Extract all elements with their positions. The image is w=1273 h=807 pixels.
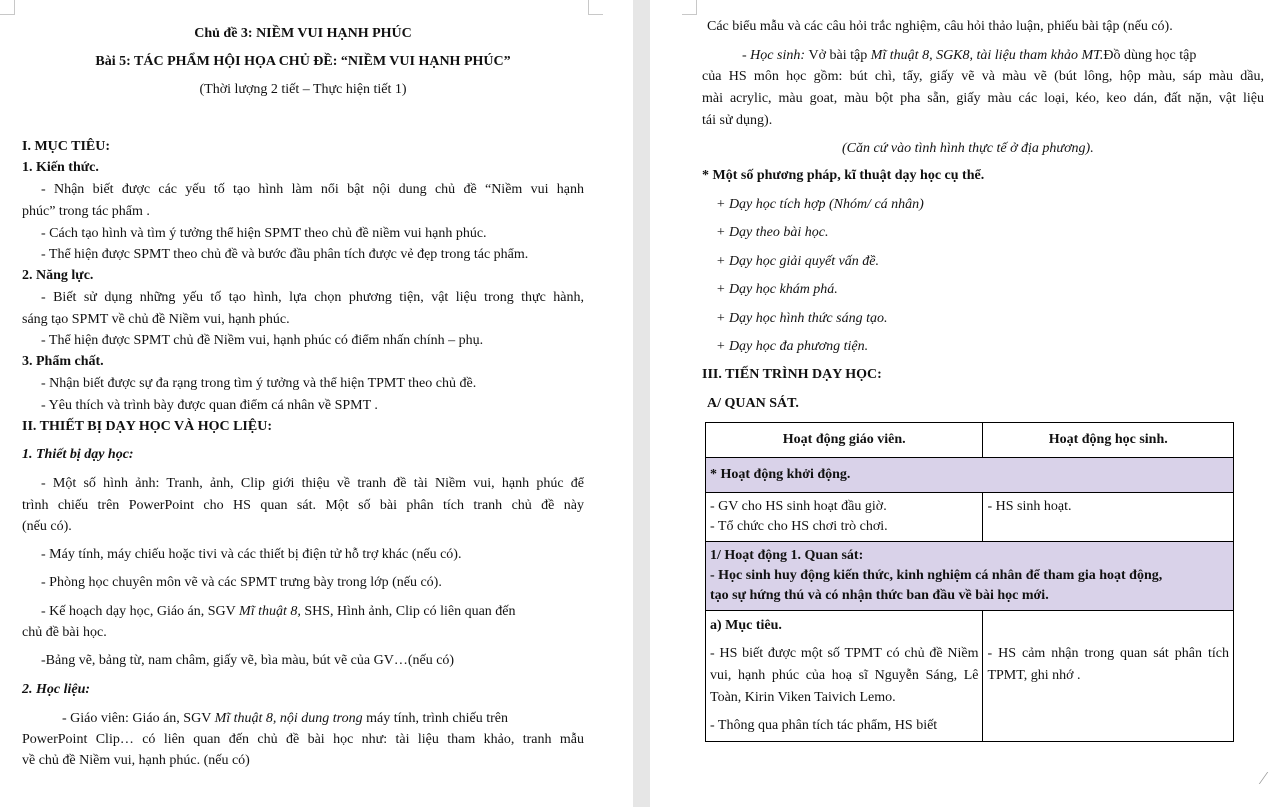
lesson-title: Bài 5: TÁC PHẨM HỘI HỌA CHỦ ĐỀ: “NIỀM VUI HẠNH PHÚC”	[95, 54, 511, 69]
section-heading: III. TIẾN TRÌNH DẠY HỌC:	[702, 367, 882, 382]
paragraph-line: - Một số hình ảnh: Tranh, ảnh, Clip giới thiệu về tranh đề tài Niềm vui, hạnh phúc để	[41, 476, 584, 491]
paragraph-line: (nếu có).	[22, 519, 72, 534]
method-item: + Dạy học đa phương tiện.	[716, 339, 869, 354]
paragraph-line: - Yêu thích và trình bày được quan điểm cá nhân về SPMT .	[41, 398, 378, 413]
method-item: + Dạy học hình thức sáng tạo.	[716, 311, 888, 326]
method-item: + Dạy theo bài học.	[716, 225, 829, 240]
paragraph-line: - Nhận biết được các yếu tố tạo hình làm nổi bật nội dung chủ đề “Niềm vui hạnh	[41, 182, 584, 197]
activity-table	[705, 422, 1234, 742]
table-row	[706, 458, 1234, 493]
cell-line: - Thông qua phân tích tác phẩm, HS biết	[710, 718, 938, 733]
section-heading: I. MỤC TIÊU:	[22, 139, 111, 154]
table-row	[706, 493, 1234, 542]
cell-line: - Học sinh huy động kiến thức, kinh nghiệm cá nhân để tham gia hoạt động,	[710, 568, 1163, 583]
method-item: + Dạy học giải quyết vấn đề.	[716, 254, 880, 269]
page-corner-mark	[588, 0, 603, 15]
paragraph-line: - Biết sử dụng những yếu tố tạo hình, lựa chọn phương tiện, vật liệu trong thực hành,	[41, 290, 584, 305]
subsection-heading: 2. Năng lực.	[22, 268, 94, 283]
paragraph-line: -Bảng vẽ, bảng từ, nam châm, giấy vẽ, bìa màu, bút vẽ của GV…(nếu có)	[41, 653, 455, 668]
cell-line: 1/ Hoạt động 1. Quan sát:	[710, 548, 864, 563]
subsection-heading: 3. Phẩm chất.	[22, 354, 104, 369]
paragraph-line: PowerPoint Clip… có liên quan đến chủ đề bài học như: tài liệu tham khảo, tranh mẫu	[22, 732, 584, 747]
text-cursor-icon: ⁄	[1262, 768, 1266, 788]
paragraph-line: - Cách tạo hình và tìm ý tưởng thể hiện SPMT theo chủ đề niềm vui hạnh phúc.	[41, 226, 487, 241]
table-header-student: Hoạt động học sinh.	[983, 423, 1234, 458]
lesson-duration: (Thời lượng 2 tiết – Thực hiện tiết 1)	[199, 82, 407, 97]
cell-heading: a) Mục tiêu.	[710, 618, 782, 633]
page-corner-mark	[682, 0, 697, 15]
cell-line: - GV cho HS sinh hoạt đầu giờ.	[710, 499, 887, 514]
paragraph-line: trình chiếu trên PowerPoint cho HS quan sát. Một số bài phân tích tranh chủ đề này	[22, 498, 584, 513]
paragraph-line: - Thể hiện được SPMT theo chủ đề và bước đầu phân tích được vẻ đẹp trong tác phẩm.	[41, 247, 529, 262]
table-section-row	[706, 542, 1234, 611]
paragraph-line: chủ đề bài học.	[22, 625, 107, 640]
table-row	[706, 611, 1234, 742]
paragraph-line: - Học sinh: Vở bài tập Mĩ thuật 8, SGK8, tài liệu tham khảo MT.Đồ dùng học tập	[742, 48, 1197, 63]
table-row	[706, 542, 1234, 611]
section-heading: A/ QUAN SÁT.	[707, 396, 799, 411]
table-cell	[706, 493, 983, 542]
paragraph-line: - Nhận biết được sự đa rạng trong tìm ý tưởng và thể hiện TPMT theo chủ đề.	[41, 376, 477, 391]
table-header-teacher: Hoạt động giáo viên.	[706, 423, 983, 458]
paragraph-line: - Giáo viên: Giáo án, SGV Mĩ thuật 8, nội dung trong máy tính, trình chiếu trên	[62, 711, 509, 726]
paragraph-line: tái sử dụng).	[702, 113, 773, 128]
table-header-row	[706, 423, 1234, 458]
cell-line: - HS biết được một số TPMT có chủ đề Niềm vui, hạnh phúc của hoạ sĩ Nguyễn Sáng, Lê Toàn, Kirin Viken Taivich Lemo.	[710, 646, 979, 705]
paragraph-note: (Căn cứ vào tình hình thực tế ở địa phương).	[842, 141, 1094, 156]
paragraph-line: của HS môn học gồm: bút chì, tẩy, giấy vẽ và màu vẽ (bút lông, hộp màu, sáp màu dầu,	[702, 69, 1264, 84]
table-cell	[706, 611, 983, 742]
paragraph-line: mài acrylic, màu goat, màu bột pha sẵn, giấy màu các loại, kéo, keo dán, đất nặn, vật liệu	[702, 91, 1264, 106]
document-page-left	[0, 0, 633, 807]
paragraph-line: Các biểu mẫu và các câu hỏi trắc nghiệm, câu hỏi thảo luận, phiếu bài tập (nếu có).	[707, 19, 1173, 34]
lesson-topic-title: Chủ đề 3: NIỀM VUI HẠNH PHÚC	[194, 26, 412, 41]
section-heading: * Một số phương pháp, kĩ thuật dạy học cụ thể.	[702, 168, 985, 183]
paragraph-line: sáng tạo SPMT về chủ đề Niềm vui, hạnh phúc.	[22, 312, 290, 327]
paragraph-line: - Phòng học chuyên môn vẽ và các SPMT trưng bày trong lớp (nếu có).	[41, 575, 442, 590]
paragraph-line: - Máy tính, máy chiếu hoặc tivi và các thiết bị điện tử hỗ trợ khác (nếu có).	[41, 547, 462, 562]
method-item: + Dạy học tích hợp (Nhóm/ cá nhân)	[716, 197, 924, 212]
method-item: + Dạy học khám phá.	[716, 282, 838, 297]
subsection-heading: 1. Kiến thức.	[22, 160, 99, 175]
page-corner-mark	[0, 0, 15, 15]
section-heading: II. THIẾT BỊ DẠY HỌC VÀ HỌC LIỆU:	[22, 419, 272, 434]
subsection-heading: 1. Thiết bị dạy học:	[22, 447, 134, 462]
document-page-right	[650, 0, 1273, 807]
cell-line: - Tổ chức cho HS chơi trò chơi.	[710, 519, 888, 534]
cell-line: tạo sự hứng thú và có nhận thức ban đầu về bài học mới.	[710, 588, 1049, 603]
table-section-row: * Hoạt động khởi động.	[706, 458, 1234, 493]
paragraph-line: phúc” trong tác phẩm .	[22, 204, 150, 219]
table-cell: - HS cảm nhận trong quan sát phân tích TPMT, ghi nhớ .	[983, 611, 1234, 742]
paragraph-line: - Thể hiện được SPMT chủ đề Niềm vui, hạnh phúc có điểm nhấn chính – phụ.	[41, 333, 484, 348]
table-cell: - HS sinh hoạt.	[983, 493, 1234, 542]
paragraph-line: - Kế hoạch dạy học, Giáo án, SGV Mĩ thuật 8, SHS, Hình ảnh, Clip có liên quan đến	[41, 604, 516, 619]
paragraph-line: về chủ đề Niềm vui, hạnh phúc. (nếu có)	[22, 753, 250, 768]
subsection-heading: 2. Học liệu:	[22, 682, 91, 697]
